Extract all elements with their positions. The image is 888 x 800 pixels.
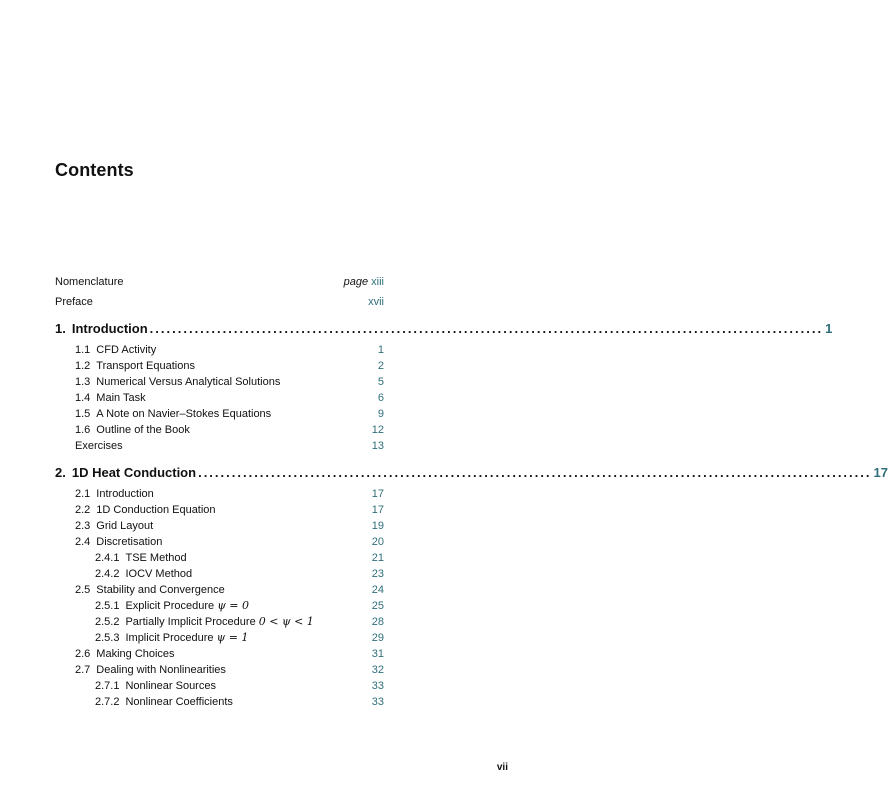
section-title-text: TSE Method	[125, 552, 187, 564]
section-page: 2	[377, 360, 384, 372]
toc-section[interactable]	[55, 646, 384, 662]
section-title-text: IOCV Method	[125, 568, 193, 580]
section-math: 0 < ψ < 1	[258, 615, 314, 628]
section-page: 25	[371, 600, 384, 612]
section-page: 17	[371, 504, 384, 516]
section-title	[125, 678, 216, 694]
section-title	[96, 662, 226, 678]
toc-section[interactable]	[55, 486, 384, 502]
section-title-text: Stability and Convergence	[96, 584, 225, 596]
section-page: 31	[371, 648, 384, 660]
section-title-text: Numerical Versus Analytical Solutions	[96, 376, 281, 388]
section-number: 2.1	[75, 488, 91, 500]
section-title	[96, 342, 156, 358]
section-title	[96, 374, 280, 390]
section-number: 2.5	[75, 584, 91, 596]
toc-chapter[interactable]	[55, 464, 888, 482]
section-page: 33	[371, 696, 384, 708]
section-page: 19	[371, 520, 384, 532]
toc-section[interactable]	[55, 406, 384, 422]
section-number: 2.6	[75, 648, 91, 660]
toc-subsection[interactable]	[55, 566, 384, 582]
toc-entry-page	[344, 272, 384, 292]
toc-entry-label: Preface	[55, 296, 93, 308]
section-number: 2.5.3	[95, 632, 120, 644]
section-title	[96, 534, 162, 550]
section-title-text: Nonlinear Coefficients	[125, 696, 233, 708]
section-gap	[55, 454, 384, 464]
section-title	[125, 550, 186, 566]
toc-entry-nomenclature[interactable]	[55, 272, 384, 292]
toc-section[interactable]	[55, 342, 384, 358]
section-page: 28	[371, 616, 384, 628]
page-number: xvii	[368, 296, 384, 308]
toc-section[interactable]	[55, 422, 384, 438]
section-title-text: Exercises	[75, 440, 123, 452]
section-number: 1.4	[75, 392, 91, 404]
section-page: 33	[371, 680, 384, 692]
section-page: 9	[377, 408, 384, 420]
section-title-text: 1D Conduction Equation	[96, 504, 216, 516]
section-number: 2.4.2	[95, 568, 120, 580]
chapter-page: 1	[825, 321, 833, 336]
section-number: 1.1	[75, 344, 91, 356]
toc-subsection[interactable]	[55, 630, 384, 646]
section-title	[96, 582, 224, 598]
section-number: 2.5.2	[95, 616, 120, 628]
toc-subsection[interactable]	[55, 678, 384, 694]
toc-section[interactable]	[55, 438, 384, 454]
page-prefix: page	[343, 276, 369, 288]
dot-leader: ........................................................................................................................	[149, 321, 824, 336]
section-title	[96, 406, 271, 422]
page-number-folio: vii	[496, 762, 508, 773]
toc-section[interactable]	[55, 358, 384, 374]
section-title-text: Grid Layout	[96, 520, 154, 532]
section-title	[96, 486, 153, 502]
section-number: 2.5.1	[95, 600, 120, 612]
section-title	[96, 390, 145, 406]
chapter-number: 2.	[55, 465, 66, 480]
section-number: 2.3	[75, 520, 91, 532]
toc-entry-label: Nomenclature	[55, 276, 124, 288]
section-title-text: Introduction	[96, 488, 154, 500]
section-number: 2.7	[75, 664, 91, 676]
dot-leader: ........................................................................................................................	[198, 465, 872, 480]
toc-section[interactable]	[55, 390, 384, 406]
section-title-text: Transport Equations	[96, 360, 195, 372]
section-math: ψ = 0	[217, 599, 250, 612]
section-gap	[55, 312, 384, 320]
section-title-text: CFD Activity	[96, 344, 157, 356]
section-number: 2.7.1	[95, 680, 120, 692]
section-title	[96, 502, 215, 518]
section-page: 5	[377, 376, 384, 388]
section-title-text: Nonlinear Sources	[125, 680, 216, 692]
toc-section[interactable]	[55, 518, 384, 534]
section-page: 6	[377, 392, 384, 404]
section-title-text: Explicit Procedure	[125, 600, 215, 612]
toc-subsection[interactable]	[55, 550, 384, 566]
toc-section[interactable]	[55, 662, 384, 678]
section-page: 23	[371, 568, 384, 580]
section-page: 20	[371, 536, 384, 548]
section-title-text: Dealing with Nonlinearities	[96, 664, 226, 676]
section-title	[125, 630, 248, 646]
section-title	[96, 518, 153, 534]
toc-entry-page	[368, 292, 384, 312]
chapter-title: Introduction	[71, 321, 148, 336]
section-page: 1	[377, 344, 384, 356]
page-title: Contents	[55, 160, 134, 180]
section-title	[125, 566, 192, 582]
section-number: 2.7.2	[95, 696, 120, 708]
chapter-title: 1D Heat Conduction	[71, 465, 197, 480]
toc-section[interactable]	[55, 502, 384, 518]
section-number: 1.3	[75, 376, 91, 388]
section-page: 32	[371, 664, 384, 676]
toc-chapter[interactable]	[55, 320, 833, 338]
page-number: xiii	[371, 276, 384, 288]
section-title-text: Discretisation	[96, 536, 163, 548]
section-page: 17	[371, 488, 384, 500]
section-title	[125, 614, 313, 630]
table-of-contents	[55, 272, 888, 710]
section-page: 21	[371, 552, 384, 564]
section-page: 13	[371, 440, 384, 452]
section-title-text: A Note on Navier–Stokes Equations	[96, 408, 272, 420]
section-page: 29	[371, 632, 384, 644]
section-title-text: Partially Implicit Procedure	[125, 616, 256, 628]
section-title	[125, 694, 232, 710]
section-title	[96, 358, 195, 374]
toc-section[interactable]	[55, 374, 384, 390]
section-page: 12	[371, 424, 384, 436]
section-number: 1.2	[75, 360, 91, 372]
section-number: 1.6	[75, 424, 91, 436]
toc-subsection[interactable]	[55, 598, 384, 614]
chapter-page: 17	[873, 465, 888, 480]
section-title	[96, 646, 174, 662]
toc-subsection[interactable]	[55, 614, 384, 630]
section-title-text: Implicit Procedure	[125, 632, 214, 644]
section-page: 24	[371, 584, 384, 596]
section-number: 2.4.1	[95, 552, 120, 564]
toc-section[interactable]	[55, 582, 384, 598]
chapter-list	[55, 312, 888, 710]
section-number: 2.4	[75, 536, 91, 548]
section-number: 1.5	[75, 408, 91, 420]
section-number: 2.2	[75, 504, 91, 516]
section-title-text: Making Choices	[96, 648, 175, 660]
section-title	[75, 438, 123, 454]
section-title	[125, 598, 249, 614]
section-math: ψ = 1	[216, 631, 249, 644]
chapter-number: 1.	[55, 321, 66, 336]
toc-subsection[interactable]	[55, 694, 384, 710]
section-title-text: Outline of the Book	[96, 424, 190, 436]
section-title-text: Main Task	[96, 392, 146, 404]
section-title	[96, 422, 190, 438]
toc-section[interactable]	[55, 534, 384, 550]
toc-entry-preface[interactable]	[55, 292, 384, 312]
